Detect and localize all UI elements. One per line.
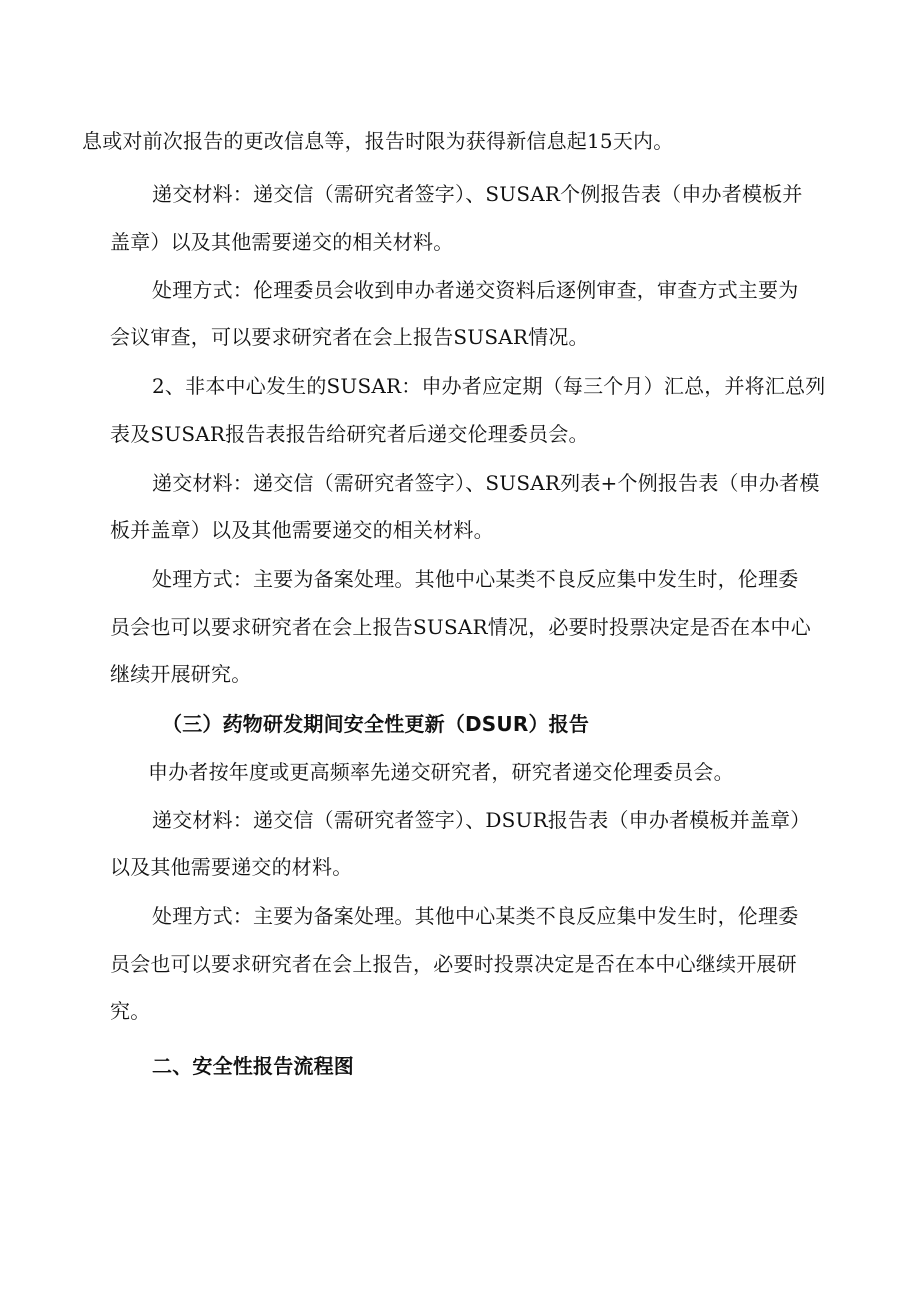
section-heading-flowchart: 二、安全性报告流程图 (152, 1054, 354, 1078)
paragraph-10-line-1: 处理方式：主要为备案处理。其他中心某类不良反应集中发生时，伦理委 (152, 904, 799, 928)
paragraph-8-line-1: 申办者按年度或更高频率先递交研究者，研究者递交伦理委员会。 (148, 760, 734, 784)
paragraph-6-line-1: 处理方式：主要为备案处理。其他中心某类不良反应集中发生时，伦理委 (152, 567, 799, 591)
paragraph-2-line-1: 递交材料：递交信（需研究者签字）、SUSAR个例报告表（申办者模板并 (152, 182, 803, 206)
paragraph-3-line-2: 会议审查，可以要求研究者在会上报告SUSAR情况。 (110, 325, 589, 349)
paragraph-9-line-2: 以及其他需要递交的材料。 (110, 855, 353, 879)
paragraph-9-line-1: 递交材料：递交信（需研究者签字）、DSUR报告表（申办者模板并盖章） (152, 808, 811, 832)
paragraph-4-line-2: 表及SUSAR报告表报告给研究者后递交伦理委员会。 (110, 422, 589, 446)
section-heading-dsur: （三）药物研发期间安全性更新（DSUR）报告 (162, 712, 590, 736)
paragraph-3-line-1: 处理方式：伦理委员会收到申办者递交资料后逐例审查，审查方式主要为 (152, 278, 799, 302)
paragraph-5-line-2: 板并盖章）以及其他需要递交的相关材料。 (110, 518, 494, 542)
paragraph-6-line-2: 员会也可以要求研究者在会上报告SUSAR情况，必要时投票决定是否在本中心 (110, 615, 811, 639)
paragraph-10-line-2: 员会也可以要求研究者在会上报告，必要时投票决定是否在本中心继续开展研 (110, 952, 797, 976)
paragraph-6-line-3: 继续开展研究。 (110, 662, 252, 686)
paragraph-10-line-3: 究。 (110, 999, 151, 1023)
paragraph-5-line-1: 递交材料：递交信（需研究者签字）、SUSAR列表+个例报告表（申办者模 (152, 471, 820, 495)
paragraph-1-line-1: 息或对前次报告的更改信息等，报告时限为获得新信息起15天内。 (82, 129, 674, 153)
paragraph-2-line-2: 盖章）以及其他需要递交的相关材料。 (110, 230, 454, 254)
paragraph-4-line-1: 2、非本中心发生的SUSAR：申办者应定期（每三个月）汇总，并将汇总列 (152, 374, 826, 398)
